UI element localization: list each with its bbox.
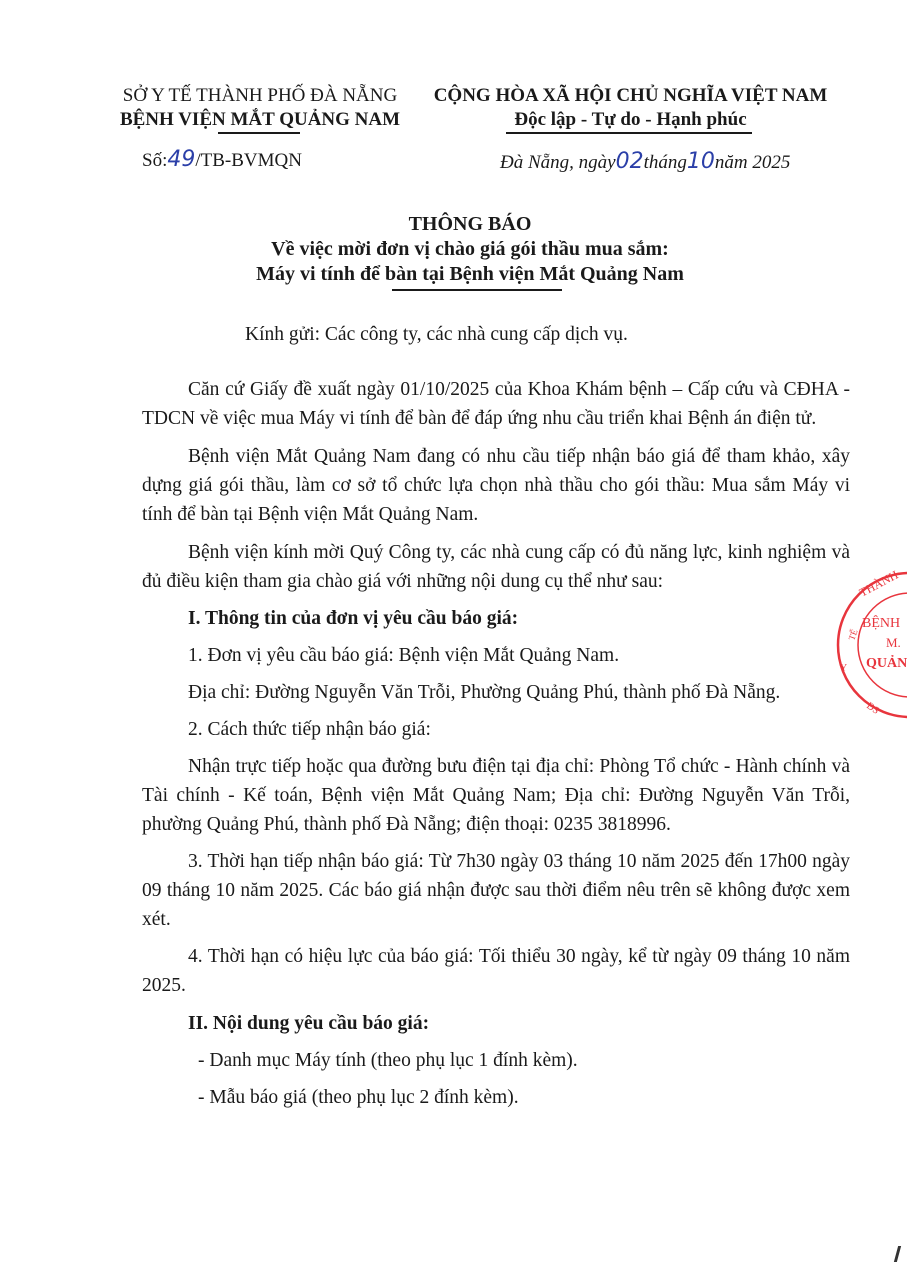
- stamp-text-line2: M.: [886, 635, 901, 650]
- header-left: [95, 84, 425, 132]
- handwritten-day: 02: [615, 149, 644, 174]
- stamp-small-y: Y: [840, 663, 848, 674]
- section2-bullet1: - Danh mục Máy tính (theo phụ lục 1 đính kèm).: [198, 1050, 578, 1071]
- header-right-underline: [506, 132, 752, 134]
- title-block: [150, 212, 790, 287]
- handwritten-number: 49: [167, 147, 196, 172]
- section1-item2-detail: Nhận trực tiếp hoặc qua đường bưu điện tại địa chỉ: Phòng Tổ chức - Hành chính và Tài chính - Kế toán, Bệnh viện Mắt Quảng Nam; Địa chỉ: Đường Nguyễn Văn Trỗi, phường Quảng Phú, thành phố Đà Nẵng; điện thoại: 0235 3818996.: [142, 756, 850, 835]
- section1-address: Địa chỉ: Đường Nguyễn Văn Trỗi, Phường Quảng Phú, thành phố Đà Nẵng.: [188, 682, 781, 703]
- stamp-ring-text: THÀNH: [856, 567, 901, 600]
- red-stamp: [818, 565, 907, 725]
- paragraph-basis: Căn cứ Giấy đề xuất ngày 01/10/2025 của Khoa Khám bệnh – Cấp cứu và CĐHA - TDCN về việc mua Máy vi tính để bàn để đáp ứng nhu cầu triển khai Bệnh án điện tử.: [142, 379, 850, 429]
- scan-mark: [894, 1246, 901, 1262]
- header-right: [418, 84, 843, 132]
- motto: Độc lập - Tự do - Hạnh phúc: [514, 109, 747, 130]
- document-number: Số:49/TB-BVMQN: [142, 147, 302, 172]
- section2-bullet2: - Mẫu báo giá (theo phụ lục 2 đính kèm).: [198, 1087, 519, 1108]
- section1-item3: 3. Thời hạn tiếp nhận báo giá: Từ 7h30 ngày 03 tháng 10 năm 2025 đến 17h00 ngày 09 tháng 10 năm 2025. Các báo giá nhận được sau thời điểm nêu trên sẽ không được xem xét.: [142, 851, 850, 930]
- title-underline: [392, 289, 562, 291]
- recipient-line: Kính gửi: Các công ty, các nhà cung cấp dịch vụ.: [245, 324, 628, 345]
- hospital-name: BỆNH VIỆN MẮT QUẢNG NAM: [119, 109, 401, 130]
- paragraph-invitation: Bệnh viện kính mời Quý Công ty, các nhà cung cấp có đủ năng lực, kinh nghiệm và đủ điều kiện tham gia chào giá với những nội dung cụ thể như sau:: [142, 542, 850, 592]
- body: [142, 375, 850, 1112]
- section1-item2: 2. Cách thức tiếp nhận báo giá:: [188, 719, 431, 740]
- ministry-name: SỞ Y TẾ THÀNH PHỐ ĐÀ NẴNG: [122, 85, 398, 106]
- title-subject-line2: Máy vi tính để bàn tại Bệnh viện Mắt Quảng Nam: [256, 263, 684, 285]
- stamp-small-bottom: ĐS: [864, 700, 882, 717]
- page-title: THÔNG BÁO: [408, 213, 532, 235]
- stamp-text-line1: BỆNH: [862, 616, 901, 631]
- section1-item4: 4. Thời hạn có hiệu lực của báo giá: Tối thiểu 30 ngày, kể từ ngày 09 tháng 10 năm 2025.: [142, 946, 850, 996]
- stamp-text-line3: QUẢN: [866, 656, 907, 671]
- country-name: CỘNG HÒA XÃ HỘI CHỦ NGHĨA VIỆT NAM: [433, 85, 828, 106]
- title-subject-line1: Về việc mời đơn vị chào giá gói thầu mua sắm:: [271, 238, 669, 260]
- stamp-small-left: TẾ: [846, 627, 860, 642]
- section1-item1: 1. Đơn vị yêu cầu báo giá: Bệnh viện Mắt Quảng Nam.: [188, 645, 620, 666]
- document-date: Đà Nẵng, ngày02tháng10năm 2025: [500, 149, 791, 174]
- header-left-underline: [218, 132, 300, 134]
- handwritten-month: 10: [686, 149, 715, 174]
- section1-heading: I. Thông tin của đơn vị yêu cầu báo giá:: [188, 608, 519, 629]
- paragraph-purpose: Bệnh viện Mắt Quảng Nam đang có nhu cầu tiếp nhận báo giá để tham khảo, xây dựng giá gói thầu, làm cơ sở tổ chức lựa chọn nhà thầu cho gói thầu: Mua sắm Máy vi tính để bàn tại Bệnh viện Mắt Quảng Nam.: [142, 446, 850, 525]
- section2-heading: II. Nội dung yêu cầu báo giá:: [188, 1013, 430, 1034]
